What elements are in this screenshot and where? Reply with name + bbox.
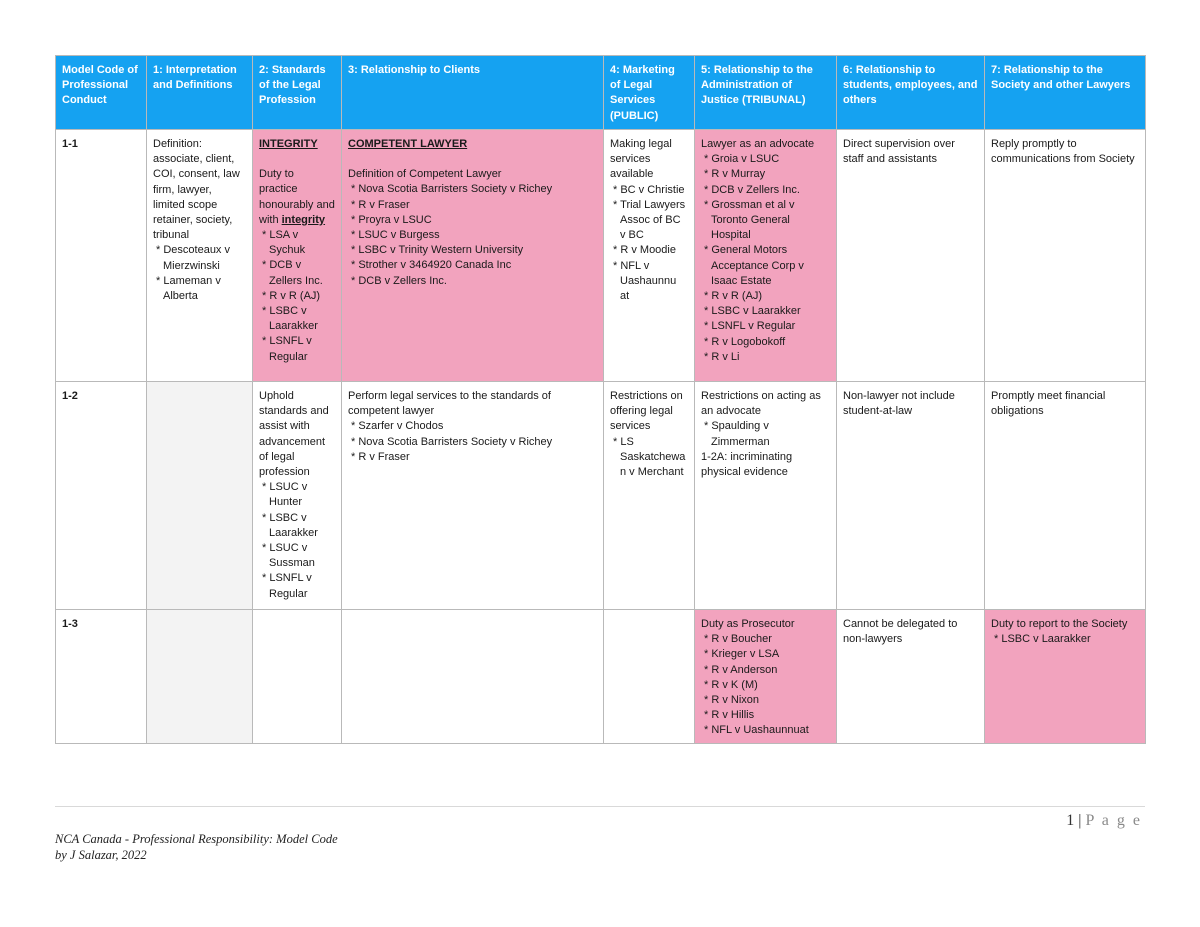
- case-item: * LSA v Sychuk: [259, 228, 335, 258]
- case-item: * LSBC v Laarakker: [701, 304, 830, 319]
- row-label: 1-3: [56, 610, 147, 744]
- case-item: * Grossman et al v Toronto General Hospital: [701, 198, 830, 244]
- table-cell: [147, 130, 253, 382]
- case-item: * R v R (AJ): [701, 289, 830, 304]
- table-cell: [342, 382, 604, 610]
- case-item: * Szarfer v Chodos: [348, 419, 597, 434]
- table-cell: [253, 610, 342, 744]
- table-cell: [985, 610, 1146, 744]
- footer-caption: [55, 831, 338, 863]
- table-cell: [253, 130, 342, 382]
- table-cell: [253, 382, 342, 610]
- case-item: * LSUC v Hunter: [259, 480, 335, 510]
- case-item: * LSUC v Burgess: [348, 228, 597, 243]
- case-item: * LSNFL v Regular: [259, 334, 335, 364]
- case-item: * R v Murray: [701, 167, 830, 182]
- case-item: * NFL v Uashaunnu at: [610, 259, 688, 305]
- case-item: * R v Anderson: [701, 663, 830, 678]
- case-item: * R v Boucher: [701, 632, 830, 647]
- cell-text: Direct supervision over staff and assistants: [843, 138, 955, 166]
- page-word: P a g e: [1085, 812, 1142, 829]
- footer-line-1: NCA Canada - Professional Responsibility: Model Code: [55, 832, 338, 846]
- cell-text: Cannot be delegated to non-lawyers: [843, 618, 958, 646]
- case-item: * R v Hillis: [701, 708, 830, 723]
- cell-text: Definition of Competent Lawyer: [348, 168, 502, 181]
- cell-text: Restrictions on offering legal services: [610, 390, 683, 433]
- case-item: * DCB v Zellers Inc.: [701, 183, 830, 198]
- case-item: * Trial Lawyers Assoc of BC v BC: [610, 198, 688, 244]
- case-item: * LSNFL v Regular: [259, 571, 335, 601]
- table-cell: [985, 382, 1146, 610]
- page-number-value: 1: [1066, 812, 1075, 829]
- model-code-table: [55, 55, 1146, 744]
- case-item: * R v Nixon: [701, 693, 830, 708]
- case-item: * LS Saskatchewa n v Merchant: [610, 435, 688, 481]
- table-cell: [604, 130, 695, 382]
- case-item: * BC v Christie: [610, 183, 688, 198]
- table-cell: [837, 130, 985, 382]
- cell-text: Duty as Prosecutor: [701, 618, 795, 630]
- header-cell: Model Code of Professional Conduct: [56, 56, 147, 130]
- cell-text: Reply promptly to communications from Society: [991, 138, 1135, 166]
- case-item: * Proyra v LSUC: [348, 213, 597, 228]
- cell-text: Non-lawyer not include student-at-law: [843, 390, 955, 418]
- case-item: * R v Li: [701, 350, 830, 365]
- table-row: [56, 130, 1146, 382]
- header-row: [56, 56, 1146, 130]
- row-label: 1-1: [56, 130, 147, 382]
- cell-text: Duty to report to the Society: [991, 618, 1128, 630]
- table-cell: [604, 610, 695, 744]
- cell-text: Duty to practice honourably and with integrity: [259, 168, 335, 226]
- case-item: * Krieger v LSA: [701, 647, 830, 662]
- footer-divider: [55, 806, 1145, 807]
- cell-text: Uphold standards and assist with advancement of legal profession: [259, 390, 329, 479]
- header-cell: 4: Marketing of Legal Services (PUBLIC): [604, 56, 695, 130]
- cell-text: Promptly meet financial obligations: [991, 390, 1106, 418]
- case-item: * Nova Scotia Barristers Society v Richey: [348, 182, 597, 197]
- row-label: 1-2: [56, 382, 147, 610]
- header-cell: 6: Relationship to students, employees, and others: [837, 56, 985, 130]
- case-item: * R v Logobokoff: [701, 335, 830, 350]
- case-item: * General Motors Acceptance Corp v Isaac Estate: [701, 243, 830, 289]
- table-cell: [147, 382, 253, 610]
- table-cell: [695, 382, 837, 610]
- case-item: * R v Moodie: [610, 243, 688, 258]
- case-item: * R v R (AJ): [259, 289, 335, 304]
- header-cell: 3: Relationship to Clients: [342, 56, 604, 130]
- cell-heading: INTEGRITY: [259, 138, 318, 150]
- case-item: * Lameman v Alberta: [153, 274, 246, 304]
- table-row: [56, 382, 1146, 610]
- case-item: * R v Fraser: [348, 198, 597, 213]
- case-item: * Strother v 3464920 Canada Inc: [348, 258, 597, 273]
- page-number: [1066, 812, 1142, 830]
- case-item: * LSBC v Trinity Western University: [348, 243, 597, 258]
- cell-text: Definition: associate, client, COI, consent, law firm, lawyer, limited scope retainer, society, tribunal: [153, 138, 240, 242]
- table-row: [56, 610, 1146, 744]
- case-item: * R v Fraser: [348, 450, 597, 465]
- case-item: * DCB v Zellers Inc.: [259, 258, 335, 288]
- header-cell: 7: Relationship to the Society and other Lawyers: [985, 56, 1146, 130]
- table-cell: [695, 610, 837, 744]
- table-cell: [342, 610, 604, 744]
- cell-text: Restrictions on acting as an advocate: [701, 390, 821, 418]
- footer-line-2: by J Salazar, 2022: [55, 848, 147, 862]
- page-number-separator: |: [1078, 812, 1082, 829]
- table-cell: [985, 130, 1146, 382]
- cell-text: Making legal services available: [610, 138, 672, 181]
- cell-text: Perform legal services to the standards of competent lawyer: [348, 390, 551, 418]
- case-item: * DCB v Zellers Inc.: [348, 274, 597, 289]
- case-item: * Descoteaux v Mierzwinski: [153, 243, 246, 273]
- cell-heading: COMPETENT LAWYER: [348, 138, 468, 150]
- case-item: * Groia v LSUC: [701, 152, 830, 167]
- table-cell: [837, 610, 985, 744]
- case-item: * LSNFL v Regular: [701, 319, 830, 334]
- case-item: * LSUC v Sussman: [259, 541, 335, 571]
- case-item: * Nova Scotia Barristers Society v Richey: [348, 435, 597, 450]
- case-item: * Spaulding v Zimmerman: [701, 419, 830, 449]
- cell-text: Lawyer as an advocate: [701, 138, 815, 150]
- case-item: * LSBC v Laarakker: [259, 304, 335, 334]
- cell-text: 1-2A: incriminating physical evidence: [701, 450, 793, 479]
- case-item: * NFL v Uashaunnuat: [701, 723, 830, 738]
- table-cell: [147, 610, 253, 744]
- table-cell: [837, 382, 985, 610]
- case-item: * LSBC v Laarakker: [259, 511, 335, 541]
- table-cell: [342, 130, 604, 382]
- header-cell: 5: Relationship to the Administration of Justice (TRIBUNAL): [695, 56, 837, 130]
- header-cell: 2: Standards of the Legal Profession: [253, 56, 342, 130]
- case-item: * LSBC v Laarakker: [991, 632, 1139, 647]
- header-cell: 1: Interpretation and Definitions: [147, 56, 253, 130]
- table-cell: [604, 382, 695, 610]
- case-item: * R v K (M): [701, 678, 830, 693]
- table-cell: [695, 130, 837, 382]
- emphasis-text: integrity: [281, 213, 326, 226]
